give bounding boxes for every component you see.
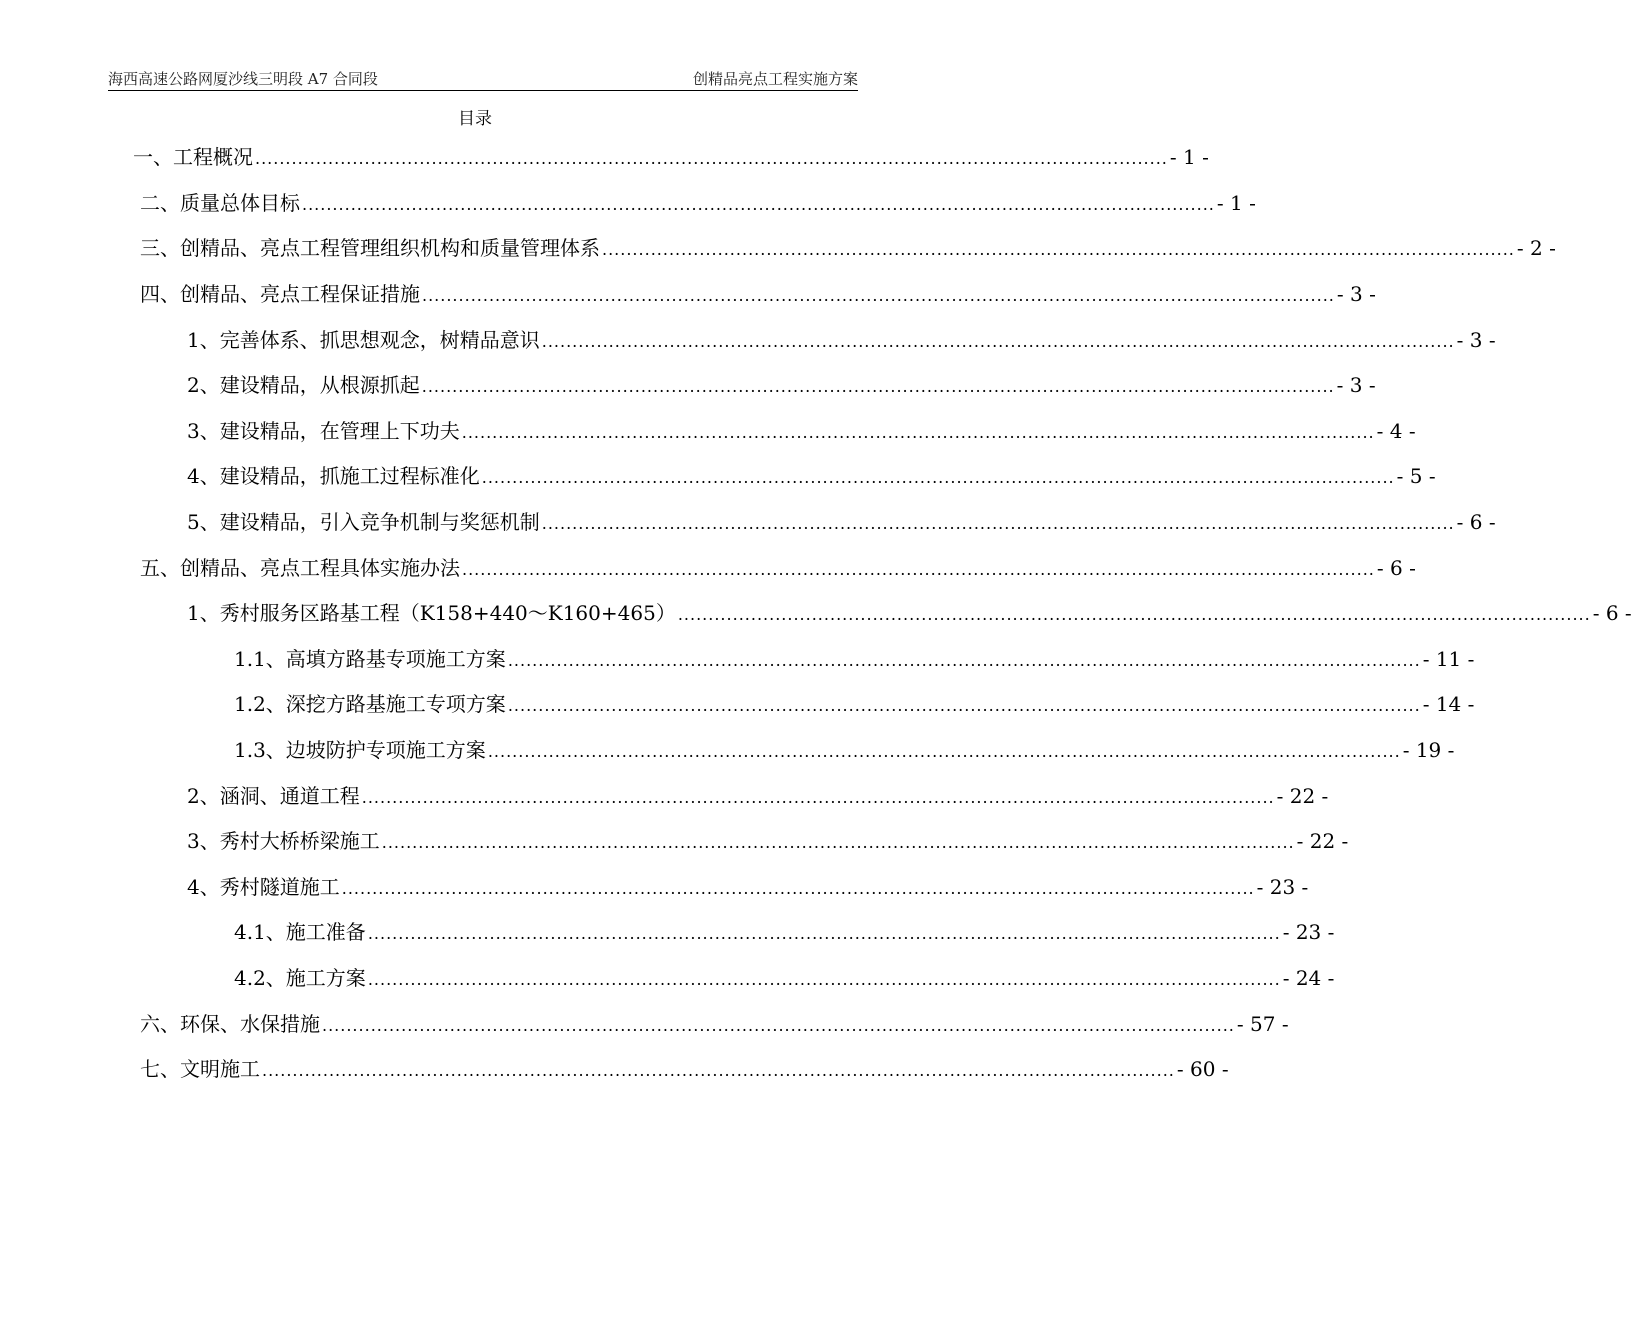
- toc-entry-page: - 14 -: [1422, 692, 1475, 716]
- toc-entry-page: - 23 -: [1282, 920, 1335, 944]
- toc-entry[interactable]: [234, 645, 1475, 673]
- toc-leader-dots: ......................................................................................................................................................: [302, 195, 1215, 214]
- toc-entry-page: - 24 -: [1282, 966, 1335, 990]
- toc-leader-dots: ......................................................................................................................................................: [255, 149, 1168, 168]
- toc-leader-dots: ......................................................................................................................................................: [461, 423, 1375, 442]
- toc-entry-page: - 6 -: [1376, 556, 1416, 580]
- toc-entry-page: - 4 -: [1376, 419, 1416, 443]
- toc-entry[interactable]: [187, 417, 1416, 445]
- toc-leader-dots: ......................................................................................................................................................: [481, 468, 1395, 487]
- toc-entry[interactable]: [187, 599, 1632, 627]
- toc-entry[interactable]: [234, 918, 1335, 946]
- toc-entry-page: - 6 -: [1592, 601, 1632, 625]
- toc-entry-page: - 57 -: [1236, 1012, 1289, 1036]
- toc-entry[interactable]: [234, 964, 1335, 992]
- toc-entry-label: 4、建设精品，抓施工过程标准化: [187, 464, 480, 488]
- toc-entry[interactable]: [187, 873, 1309, 901]
- toc-leader-dots: ......................................................................................................................................................: [381, 833, 1295, 852]
- toc-entry-label: 4.1、施工准备: [234, 920, 366, 944]
- toc-entry-page: - 23 -: [1256, 875, 1309, 899]
- toc-entry-page: - 2 -: [1516, 236, 1556, 260]
- toc-entry-page: - 22 -: [1276, 784, 1329, 808]
- toc-entry[interactable]: [187, 371, 1376, 399]
- toc-leader-dots: ......................................................................................................................................................: [541, 332, 1455, 351]
- toc-entry-label: 4.2、施工方案: [234, 966, 366, 990]
- toc-leader-dots: ......................................................................................................................................................: [541, 514, 1455, 533]
- toc-entry-label: 三、创精品、亮点工程管理组织机构和质量管理体系: [140, 236, 600, 260]
- toc-leader-dots: ......................................................................................................................................................: [677, 605, 1591, 624]
- toc-entry-label: 1、完善体系、抓思想观念，树精品意识: [187, 328, 540, 352]
- toc-leader-dots: ......................................................................................................................................................: [367, 924, 1281, 943]
- toc-entry[interactable]: [140, 189, 1256, 217]
- toc-entry-label: 1.1、高填方路基专项施工方案: [234, 647, 506, 671]
- toc-entry-label: 七、文明施工: [140, 1057, 260, 1081]
- toc-entry-label: 2、建设精品，从根源抓起: [187, 373, 420, 397]
- toc-entry-page: - 5 -: [1396, 464, 1436, 488]
- toc-entry-label: 四、创精品、亮点工程保证措施: [140, 282, 420, 306]
- header-right-text: 创精品亮点工程实施方案: [692, 70, 858, 88]
- toc-leader-dots: ......................................................................................................................................................: [421, 377, 1335, 396]
- toc-entry[interactable]: [187, 782, 1329, 810]
- toc-entry[interactable]: [140, 280, 1376, 308]
- toc-entry[interactable]: [187, 326, 1496, 354]
- toc-entry-page: - 6 -: [1456, 510, 1496, 534]
- toc-entry-label: 二、质量总体目标: [140, 191, 300, 215]
- toc-entry-label: 六、环保、水保措施: [140, 1012, 320, 1036]
- toc-leader-dots: ......................................................................................................................................................: [422, 286, 1335, 305]
- toc-entry-label: 1.3、边坡防护专项施工方案: [234, 738, 486, 762]
- toc-entry-page: - 19 -: [1402, 738, 1455, 762]
- toc-entry[interactable]: [187, 827, 1349, 855]
- toc-entry-label: 一、工程概况: [133, 145, 253, 169]
- toc-entry-label: 五、创精品、亮点工程具体实施办法: [140, 556, 460, 580]
- toc-leader-dots: ......................................................................................................................................................: [341, 879, 1255, 898]
- toc-entry[interactable]: [234, 690, 1475, 718]
- toc-entry-page: - 3 -: [1456, 328, 1496, 352]
- toc-entry-page: - 1 -: [1169, 145, 1209, 169]
- toc-leader-dots: ......................................................................................................................................................: [602, 240, 1515, 259]
- toc-entry[interactable]: [234, 736, 1455, 764]
- toc-title: 目录: [458, 109, 492, 129]
- toc-leader-dots: ......................................................................................................................................................: [507, 696, 1421, 715]
- toc-entry-page: - 3 -: [1336, 282, 1376, 306]
- toc-entry-label: 2、涵洞、通道工程: [187, 784, 360, 808]
- toc-entry[interactable]: [187, 462, 1436, 490]
- toc-entry-page: - 3 -: [1336, 373, 1376, 397]
- toc-entry-label: 1、秀村服务区路基工程（K158+440～K160+465）: [187, 601, 676, 625]
- toc-entry-label: 3、秀村大桥桥梁施工: [187, 829, 380, 853]
- toc-leader-dots: ......................................................................................................................................................: [322, 1016, 1235, 1035]
- toc-entry-label: 4、秀村隧道施工: [187, 875, 340, 899]
- toc-entry-label: 1.2、深挖方路基施工专项方案: [234, 692, 506, 716]
- toc-leader-dots: ......................................................................................................................................................: [361, 788, 1275, 807]
- toc-entry-page: - 60 -: [1176, 1057, 1229, 1081]
- toc-entry[interactable]: [140, 234, 1556, 262]
- toc-entry-page: - 22 -: [1296, 829, 1349, 853]
- toc-entry-label: 3、建设精品，在管理上下功夫: [187, 419, 460, 443]
- toc-entry-page: - 1 -: [1216, 191, 1256, 215]
- toc-entry[interactable]: [140, 1055, 1229, 1083]
- toc-leader-dots: ......................................................................................................................................................: [262, 1061, 1175, 1080]
- toc-leader-dots: ......................................................................................................................................................: [507, 651, 1421, 670]
- toc-leader-dots: ......................................................................................................................................................: [487, 742, 1401, 761]
- toc-leader-dots: ......................................................................................................................................................: [462, 560, 1375, 579]
- toc-entry[interactable]: [140, 1010, 1289, 1038]
- toc-entry-label: 5、建设精品，引入竞争机制与奖惩机制: [187, 510, 540, 534]
- toc-leader-dots: ......................................................................................................................................................: [367, 970, 1281, 989]
- toc-entry[interactable]: [187, 508, 1496, 536]
- toc-entry-page: - 11 -: [1422, 647, 1475, 671]
- toc-entry[interactable]: [133, 143, 1209, 171]
- header-left-text: 海西高速公路网厦沙线三明段 A7 合同段: [108, 70, 378, 88]
- toc-entry[interactable]: [140, 554, 1416, 582]
